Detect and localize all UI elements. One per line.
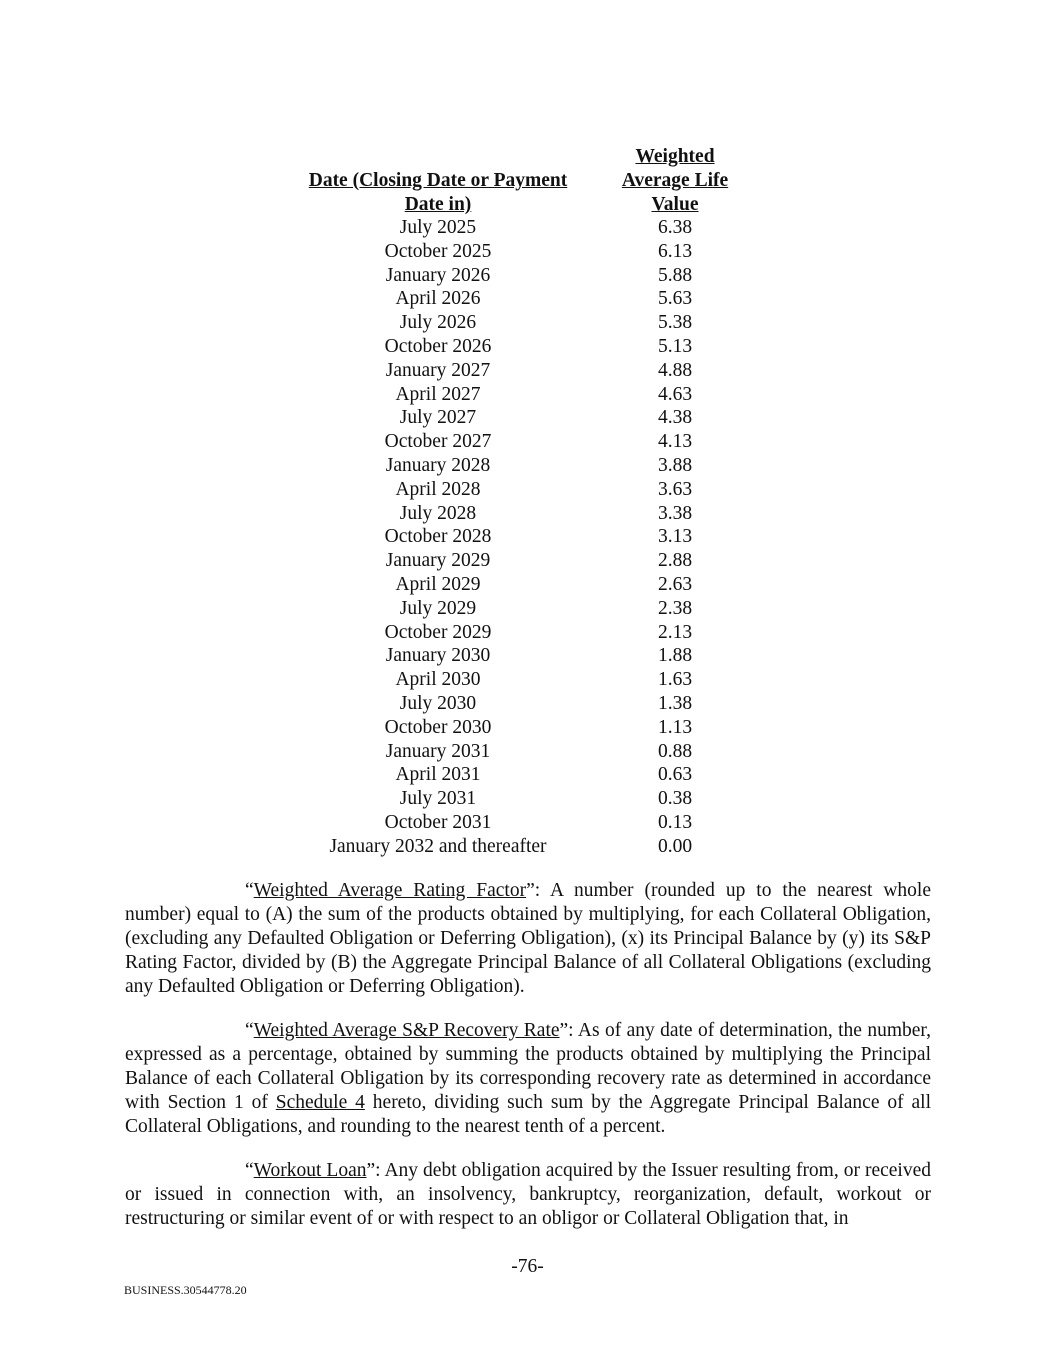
date-cell: October 2026	[384, 335, 492, 357]
date-cell: July 2029	[399, 597, 477, 619]
definition-text: ”: A number (rounded up to the nearest whole number) equal to (A) the sum of the products obtained by multiplying, for each Collateral Obligation, (excluding any Defaulted Obligation or Deferring Obligation), (x) its Principal Balance by (y) its S&P Rating Factor, divided by (B) the Aggregate Principal Balance of all Collateral Obligations (excluding any Defaulted Obligation or Deferring Obligation).	[125, 880, 931, 997]
defined-term: Weighted Average S&P Recovery Rate	[253, 1020, 560, 1041]
date-cell: October 2029	[384, 621, 492, 643]
definition-workout-loan: “Workout Loan”: Any debt obligation acquired by the Issuer resulting from, or received or issued in connection with, an insolvency, bankruptcy, reorganization, default, workout or restructuring or similar event of or with respect to an obligor or Collateral Obligation that, in	[125, 1160, 931, 1229]
wal-value-cell: 2.38	[657, 597, 693, 619]
table-row	[0, 740, 1055, 764]
wal-value-cell: 0.13	[657, 811, 693, 833]
table-row	[0, 573, 1055, 597]
definition-text: hereto, dividing such sum by the Aggregate Principal Balance of all Collateral Obligations, and rounding to the nearest tenth of a percent.	[125, 1092, 931, 1137]
definition-weighted-average-sp-recovery-rate: “Weighted Average S&P Recovery Rate”: As of any date of determination, the number, expressed as a percentage, obtained by summing the products obtained by multiplying the Principal Balance of each Collateral Obligation by its corresponding recovery rate as determined in accordance with Section 1 of Schedule 4 hereto, dividing such sum by the Aggregate Principal Balance of all Collateral Obligations, and rounding to the nearest tenth of a percent.	[125, 1020, 931, 1137]
date-cell: July 2028	[399, 502, 477, 524]
wal-value-cell: 5.88	[657, 264, 693, 286]
table-row	[0, 311, 1055, 335]
date-cell: January 2030	[385, 645, 491, 667]
table-row	[0, 692, 1055, 716]
wal-value-cell: 0.00	[657, 835, 693, 857]
table-row	[0, 787, 1055, 811]
wal-value-cell: 1.88	[657, 645, 693, 667]
wal-value-cell: 3.63	[657, 478, 693, 500]
header-date: Date (Closing Date or Payment Date in)	[308, 170, 568, 215]
table-row	[0, 216, 1055, 240]
date-cell: January 2031	[385, 740, 491, 762]
wal-table	[0, 216, 1055, 859]
table-row	[0, 502, 1055, 526]
wal-value-cell: 5.13	[657, 335, 693, 357]
wal-value-cell: 0.38	[657, 788, 693, 810]
table-row	[0, 525, 1055, 549]
date-cell: January 2029	[385, 550, 491, 572]
header-wal-value: Weighted Average Life Value	[621, 146, 729, 215]
wal-value-cell: 4.63	[657, 383, 693, 405]
date-cell: April 2026	[395, 288, 481, 310]
wal-value-cell: 4.13	[657, 431, 693, 453]
table-row	[0, 668, 1055, 692]
wal-value-cell: 1.38	[657, 692, 693, 714]
table-row	[0, 835, 1055, 859]
table-row	[0, 335, 1055, 359]
table-row	[0, 763, 1055, 787]
date-cell: October 2025	[384, 240, 492, 262]
definition-text: ”: Any debt obligation acquired by the Issuer resulting from, or received or issued in connection with, an insolvency, bankruptcy, reorganization, default, workout or restructuring or similar event of or with respect to an obligor or Collateral Obligation that, in	[125, 1160, 931, 1229]
wal-value-cell: 4.38	[657, 407, 693, 429]
wal-value-cell: 2.13	[657, 621, 693, 643]
date-cell: January 2028	[385, 454, 491, 476]
table-row	[0, 359, 1055, 383]
wal-value-cell: 6.38	[657, 217, 693, 238]
date-cell: October 2030	[384, 716, 492, 738]
wal-value-cell: 3.38	[657, 502, 693, 524]
wal-value-cell: 5.63	[657, 288, 693, 310]
table-row	[0, 716, 1055, 740]
page-number: -76-	[511, 1256, 544, 1277]
table-row	[0, 549, 1055, 573]
date-cell: July 2025	[399, 217, 477, 238]
defined-term: Workout Loan	[253, 1160, 367, 1181]
date-cell: January 2027	[385, 359, 491, 381]
document-id-footer: BUSINESS.30544778.20	[124, 1283, 247, 1297]
table-row	[0, 430, 1055, 454]
date-cell: July 2030	[399, 692, 477, 714]
table-row	[0, 240, 1055, 264]
definition-text: ”: As of any date of determination, the number, expressed as a percentage, obtained by summing the products obtained by multiplying the Principal Balance of each Collateral Obligation by its corresponding recovery rate as determined in accordance with Section 1 of	[125, 1020, 931, 1113]
table-row	[0, 406, 1055, 430]
schedule-4-reference: Schedule 4	[275, 1092, 365, 1113]
wal-value-cell: 6.13	[657, 240, 693, 262]
table-row	[0, 597, 1055, 621]
defined-term: Weighted Average Rating Factor	[253, 880, 527, 901]
table-row	[0, 811, 1055, 835]
wal-value-cell: 5.38	[657, 312, 693, 334]
date-cell: April 2030	[395, 669, 481, 691]
wal-value-cell: 4.88	[657, 359, 693, 381]
wal-value-cell: 0.88	[657, 740, 693, 762]
date-cell: July 2027	[399, 407, 477, 429]
wal-value-cell: 2.88	[657, 550, 693, 572]
table-row	[0, 621, 1055, 645]
wal-value-cell: 3.88	[657, 454, 693, 476]
wal-value-cell: 2.63	[657, 573, 693, 595]
date-cell: July 2031	[399, 788, 477, 810]
table-row	[0, 644, 1055, 668]
wal-value-cell: 3.13	[657, 526, 693, 548]
date-cell: October 2031	[384, 811, 492, 833]
table-row	[0, 454, 1055, 478]
date-cell: January 2026	[385, 264, 491, 286]
wal-value-cell: 0.63	[657, 764, 693, 786]
date-cell: April 2028	[395, 478, 481, 500]
wal-value-cell: 1.13	[657, 716, 693, 738]
date-cell: October 2028	[384, 526, 492, 548]
definition-weighted-average-rating-factor: “Weighted Average Rating Factor”: A number (rounded up to the nearest whole number) equal to (A) the sum of the products obtained by multiplying, for each Collateral Obligation, (excluding any Defaulted Obligation or Deferring Obligation), (x) its Principal Balance by (y) its S&P Rating Factor, divided by (B) the Aggregate Principal Balance of all Collateral Obligations (excluding any Defaulted Obligation or Deferring Obligation).	[125, 880, 931, 997]
date-cell: April 2031	[395, 764, 481, 786]
table-row	[0, 287, 1055, 311]
date-cell: April 2027	[395, 383, 481, 405]
date-cell: April 2029	[395, 573, 481, 595]
wal-value-cell: 1.63	[657, 669, 693, 691]
table-row	[0, 383, 1055, 407]
table-row	[0, 478, 1055, 502]
date-cell: July 2026	[399, 312, 477, 334]
date-cell: October 2027	[384, 431, 492, 453]
date-cell: January 2032 and thereafter	[329, 835, 547, 857]
table-row	[0, 264, 1055, 288]
